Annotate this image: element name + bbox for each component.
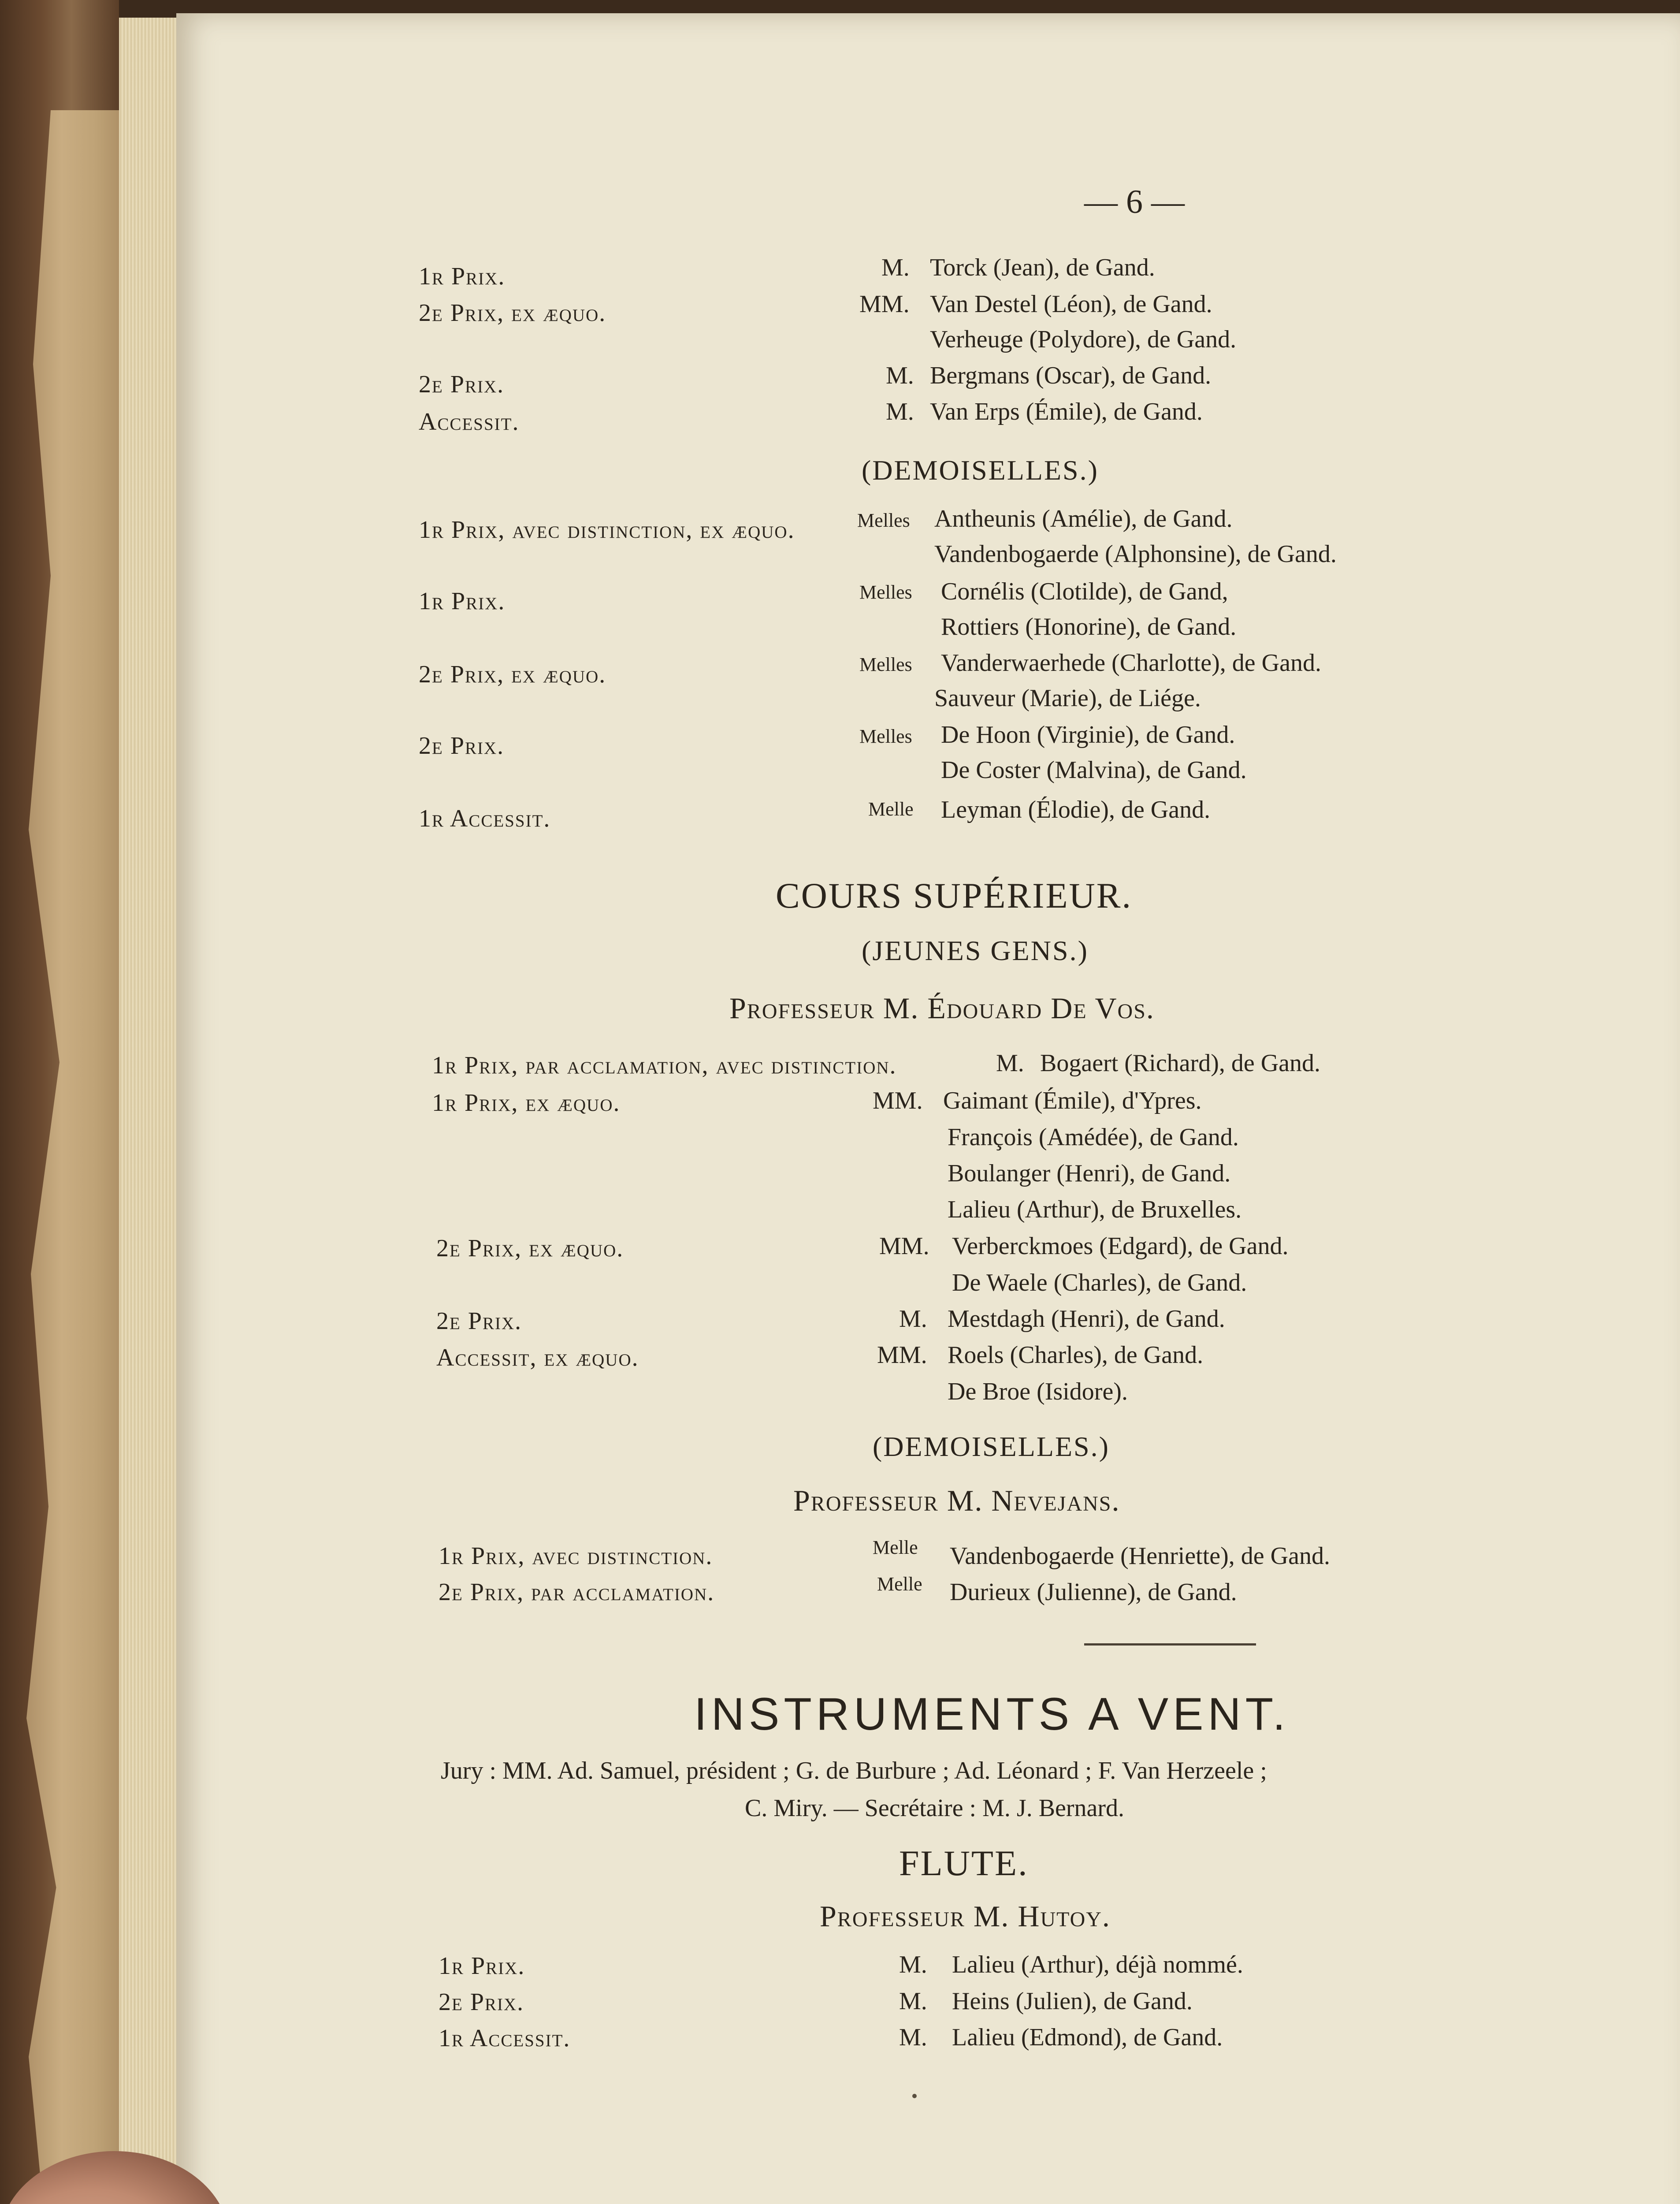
subsection-heading: (JEUNES GENS.) <box>862 935 1089 966</box>
recipient-name: Vandenbogaerde (Henriette), de Gand. <box>950 1542 1330 1570</box>
recipient-title: MM. <box>873 1087 923 1114</box>
recipient-name: Gaimant (Émile), d'Ypres. <box>943 1087 1202 1114</box>
recipient-name: De Hoon (Virginie), de Gand. <box>941 721 1235 748</box>
prize-label: 2e Prix, par acclamation. <box>439 1579 715 1606</box>
recipient-name: Cornélis (Clotilde), de Gand, <box>941 578 1228 605</box>
recipient-title: M. <box>996 1050 1024 1077</box>
section-title: INSTRUMENTS A VENT. <box>694 1689 1290 1740</box>
recipient-title: M. <box>899 1951 927 1978</box>
recipient-name: Rottiers (Honorine), de Gand. <box>941 613 1237 640</box>
prize-label: 2e Prix, ex æquo. <box>419 661 606 688</box>
recipient-name: Lalieu (Arthur), déjà nommé. <box>952 1951 1243 1978</box>
jury-line: Jury : MM. Ad. Samuel, président ; G. de Burbure ; Ad. Léonard ; F. Van Herzeele ; <box>441 1757 1267 1784</box>
prize-label: Accessit. <box>419 408 520 436</box>
subsection-heading: (DEMOISELLES.) <box>873 1431 1110 1462</box>
recipient-name: Lalieu (Edmond), de Gand. <box>952 2024 1223 2051</box>
recipient-title: M. <box>899 1305 927 1333</box>
recipient-name: Antheunis (Amélie), de Gand. <box>934 505 1233 532</box>
prize-label: 2e Prix, ex æquo. <box>419 299 606 327</box>
page-number: — 6 — <box>1084 183 1185 220</box>
prize-label: 2e Prix. <box>419 371 505 398</box>
prize-label: 2e Prix. <box>436 1307 522 1335</box>
recipient-name: Mestdagh (Henri), de Gand. <box>948 1305 1225 1333</box>
prize-label: 1r Prix, par acclamation, avec distinction. <box>432 1052 897 1079</box>
recipient-title: MM. <box>879 1232 929 1260</box>
recipient-name: Verheuge (Polydore), de Gand. <box>930 326 1237 353</box>
recipient-title: Melle <box>873 1537 918 1558</box>
prize-label: 2e Prix. <box>419 732 505 759</box>
recipient-title: Melles <box>859 581 912 603</box>
instrument-title: FLUTE. <box>899 1843 1029 1883</box>
prize-label: 1r Accessit. <box>439 2025 571 2052</box>
ink-dot <box>912 2094 917 2098</box>
professor-line: Professeur M. Hutoy. <box>820 1899 1111 1933</box>
page-edges <box>119 18 185 2204</box>
recipient-title: M. <box>899 1988 927 2015</box>
recipient-name: Bogaert (Richard), de Gand. <box>1040 1050 1320 1077</box>
recipient-name: Sauveur (Marie), de Liége. <box>934 685 1201 712</box>
prize-label: 1r Prix. <box>439 1952 525 1980</box>
recipient-title: M. <box>886 362 914 389</box>
recipient-name: Bergmans (Oscar), de Gand. <box>930 362 1212 389</box>
recipient-name: Boulanger (Henri), de Gand. <box>948 1160 1231 1187</box>
recipient-title: MM. <box>859 290 910 318</box>
recipient-name: Vanderwaerhede (Charlotte), de Gand. <box>941 649 1321 677</box>
recipient-title: M. <box>881 254 910 281</box>
prize-label: 1r Prix, ex æquo. <box>432 1089 621 1117</box>
recipient-title: Melle <box>868 798 914 820</box>
professor-line: Professeur M. Nevejans. <box>793 1484 1120 1517</box>
recipient-name: Durieux (Julienne), de Gand. <box>950 1579 1237 1606</box>
recipient-title: M. <box>886 398 914 425</box>
recipient-name: Roels (Charles), de Gand. <box>948 1341 1204 1369</box>
jury-line: C. Miry. — Secrétaire : M. J. Bernard. <box>745 1794 1125 1822</box>
section-divider <box>1084 1643 1256 1646</box>
section-title: COURS SUPÉRIEUR. <box>776 875 1132 916</box>
prize-label: Accessit, ex æquo. <box>436 1344 639 1371</box>
prize-label: 2e Prix, ex æquo. <box>436 1235 624 1262</box>
prize-label: 1r Prix, avec distinction, ex æquo. <box>419 516 795 544</box>
recipient-title: Melles <box>859 726 912 747</box>
professor-line: Professeur M. Édouard De Vos. <box>729 991 1155 1025</box>
recipient-title: M. <box>899 2024 927 2051</box>
recipient-name: François (Amédée), de Gand. <box>948 1124 1239 1151</box>
recipient-name: De Broe (Isidore). <box>948 1378 1128 1405</box>
prize-label: 1r Prix. <box>419 263 505 290</box>
prize-label: 1r Prix. <box>419 588 505 615</box>
recipient-name: Torck (Jean), de Gand. <box>930 254 1155 281</box>
recipient-title: Melles <box>857 510 910 531</box>
recipient-name: Lalieu (Arthur), de Bruxelles. <box>948 1196 1242 1223</box>
recipient-name: Vandenbogaerde (Alphonsine), de Gand. <box>934 540 1337 568</box>
subsection-heading: (DEMOISELLES.) <box>862 454 1099 486</box>
prize-label: 2e Prix. <box>439 1988 524 2016</box>
recipient-name: De Coster (Malvina), de Gand. <box>941 756 1247 784</box>
recipient-name: Heins (Julien), de Gand. <box>952 1988 1193 2015</box>
recipient-title: Melle <box>877 1573 922 1595</box>
recipient-name: Van Erps (Émile), de Gand. <box>930 398 1203 425</box>
recipient-name: De Waele (Charles), de Gand. <box>952 1269 1247 1296</box>
recipient-title: MM. <box>877 1341 927 1369</box>
recipient-name: Verberckmoes (Edgard), de Gand. <box>952 1232 1289 1260</box>
recipient-name: Leyman (Élodie), de Gand. <box>941 796 1211 823</box>
book-page <box>176 13 1680 2204</box>
prize-label: 1r Prix, avec distinction. <box>439 1542 713 1570</box>
recipient-name: Van Destel (Léon), de Gand. <box>930 290 1212 318</box>
recipient-title: Melles <box>859 654 912 675</box>
prize-label: 1r Accessit. <box>419 805 551 832</box>
